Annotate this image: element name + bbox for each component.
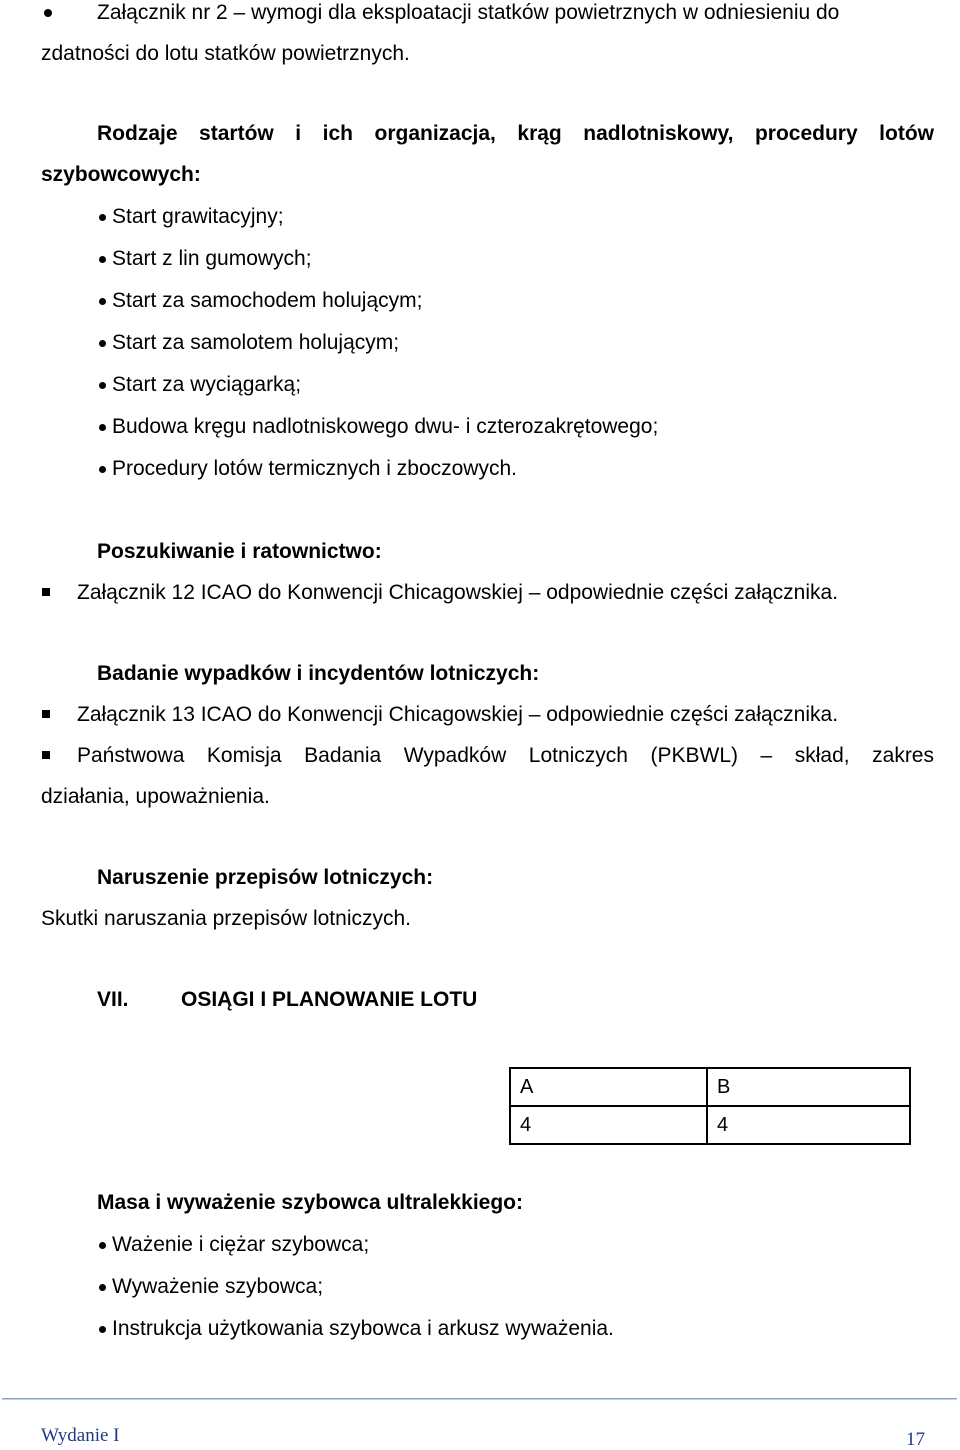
list-item: Procedury lotów termicznych i zboczowych. xyxy=(112,457,517,480)
list-item: Budowa kręgu nadlotniskowego dwu- i czterozakrętowego; xyxy=(112,415,659,438)
table-header-b: B xyxy=(707,1068,910,1106)
list-item-continuation: działania, upoważnienia. xyxy=(41,785,270,808)
table-cell-b: 4 xyxy=(707,1106,910,1144)
list-item: Start za samochodem holującym; xyxy=(112,289,423,312)
section-number: VII. xyxy=(97,988,129,1011)
bullet-icon xyxy=(99,214,106,221)
list-item: Ważenie i ciężar szybowca; xyxy=(112,1233,370,1256)
accidents-heading: Badanie wypadków i incydentów lotniczych: xyxy=(97,662,540,685)
square-bullet-icon xyxy=(42,588,50,596)
violations-text: Skutki naruszania przepisów lotniczych. xyxy=(41,907,412,930)
list-item: Instrukcja użytkowania szybowca i arkusz wyważenia. xyxy=(112,1317,614,1340)
bullet-icon xyxy=(99,382,106,389)
list-item: Start grawitacyjny; xyxy=(112,205,284,228)
list-item: Start za wyciągarką; xyxy=(112,373,302,396)
bullet-icon xyxy=(99,466,106,473)
intro-line-2: zdatności do lotu statków powietrznych. xyxy=(41,42,410,65)
violations-heading: Naruszenie przepisów lotniczych: xyxy=(97,866,434,889)
bullet-icon xyxy=(99,1242,106,1249)
launches-heading: Rodzaje startów i ich organizacja, krąg nadlotniskowy, procedury lotów xyxy=(97,122,934,145)
bullet-icon xyxy=(44,9,52,17)
list-item: Państwowa Komisja Badania Wypadków Lotniczych (PKBWL) – skład, zakres xyxy=(77,744,934,767)
table-cell-a: 4 xyxy=(510,1106,707,1144)
footer-edition: Wydanie I xyxy=(41,1425,120,1446)
hours-table xyxy=(509,1067,911,1145)
bullet-icon xyxy=(99,424,106,431)
footer-divider xyxy=(2,1398,957,1399)
bullet-icon xyxy=(99,340,106,347)
bullet-icon xyxy=(99,1326,106,1333)
list-item: Załącznik 12 ICAO do Konwencji Chicagowskiej – odpowiednie części załącznika. xyxy=(77,581,839,604)
bullet-icon xyxy=(99,256,106,263)
list-item: Start za samolotem holującym; xyxy=(112,331,400,354)
list-item: Start z lin gumowych; xyxy=(112,247,312,270)
list-item: Załącznik 13 ICAO do Konwencji Chicagowskiej – odpowiednie części załącznika. xyxy=(77,703,839,726)
launches-heading-cont: szybowcowych: xyxy=(41,163,201,186)
table-header-a: A xyxy=(510,1068,707,1106)
intro-line-1: Załącznik nr 2 – wymogi dla eksploatacji statków powietrznych w odniesieniu do xyxy=(97,1,840,24)
mass-heading: Masa i wyważenie szybowca ultralekkiego: xyxy=(97,1191,523,1214)
table-row xyxy=(510,1068,910,1106)
table-row xyxy=(510,1106,910,1144)
square-bullet-icon xyxy=(42,751,50,759)
bullet-icon xyxy=(99,298,106,305)
section-title: OSIĄGI I PLANOWANIE LOTU xyxy=(181,988,478,1011)
list-item: Wyważenie szybowca; xyxy=(112,1275,324,1298)
bullet-icon xyxy=(99,1284,106,1291)
search-rescue-heading: Poszukiwanie i ratownictwo: xyxy=(97,540,382,563)
square-bullet-icon xyxy=(42,710,50,718)
footer-page-number: 17 xyxy=(906,1429,925,1450)
